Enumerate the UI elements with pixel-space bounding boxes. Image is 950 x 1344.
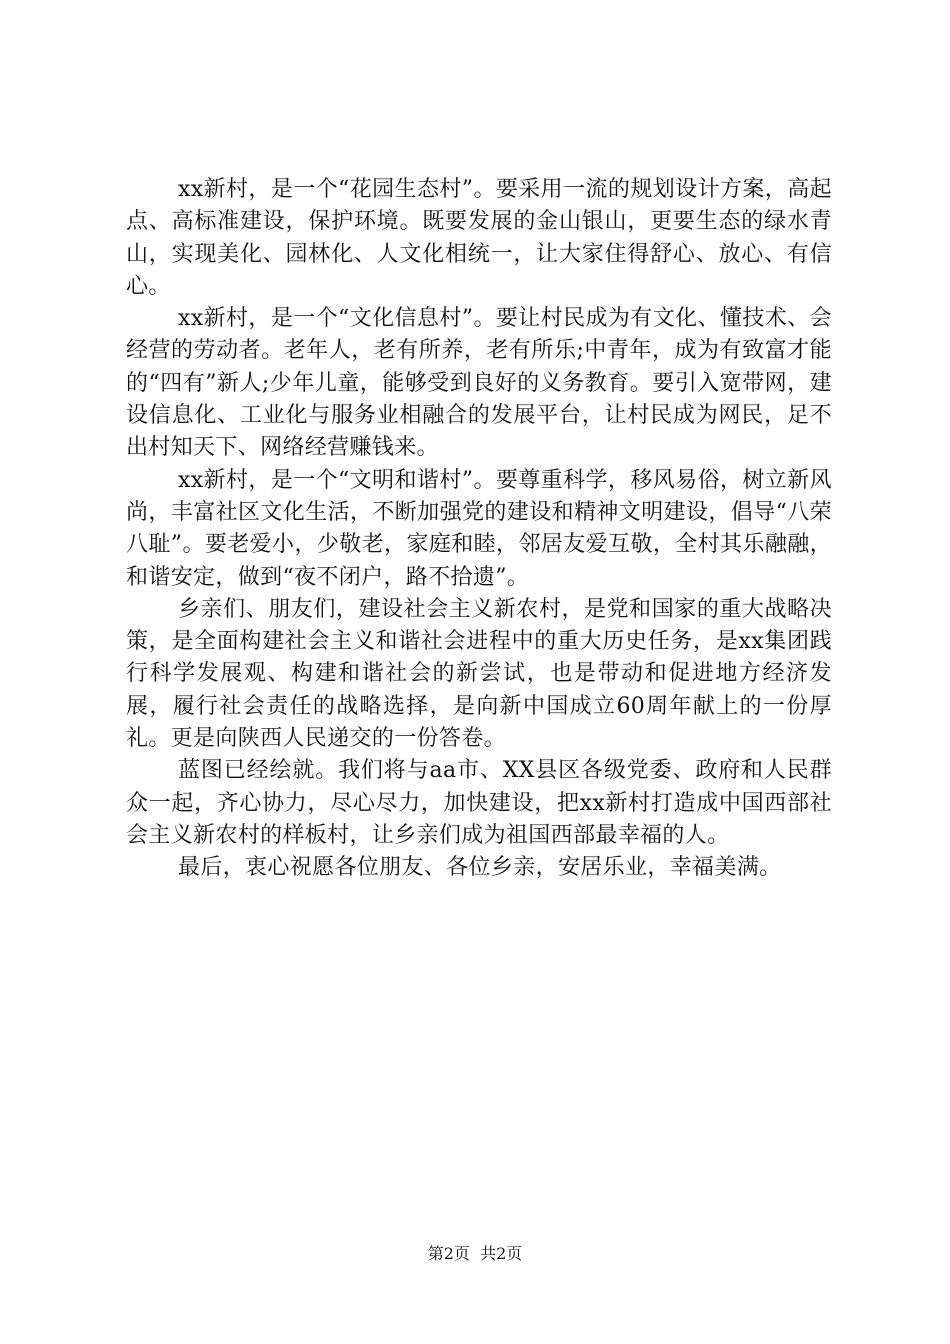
paragraph-blueprint: 蓝图已经绘就。我们将与aa市、XX县区各级党委、政府和人民群众一起，齐心协力，尽心尽力，加快建设，把xx新村打造成中国西部社会主义新农村的样板村，让乡亲们成为祖国西部最幸福的人。 [126,758,832,848]
page-footer [0,1244,950,1264]
paragraph-culture-info-village: xx新村，是一个“文化信息村”。要让村民成为有文化、懂技术、会经营的劳动者。老年人，老有所养，老有所乐;中青年，成为有致富才能的“四有”新人;少年儿童，能够受到良好的义务教育。要引入宽带网，建设信息化、工业化与服务业相融合的发展平台，让村民成为网民，足不出村知天下、网络经营赚钱来。 [126,306,832,461]
paragraph-closing-wishes: 最后，衷心祝愿各位朋友、各位乡亲，安居乐业，幸福美满。 [178,855,782,881]
page-number-label: 第2页 共2页 [427,1244,523,1263]
paragraph-garden-village: xx新村，是一个“花园生态村”。要采用一流的规划设计方案，高起点、高标准建设，保护环境。既要发展的金山银山，更要生态的绿水青山，实现美化、园林化、人文化相统一，让大家住得舒心、放心、有信心。 [126,177,832,299]
paragraph-civilized-village: xx新村，是一个“文明和谐村”。要尊重科学，移风易俗，树立新风尚，丰富社区文化生活，不断加强党的建设和精神文明建设，倡导“八荣八耻”。要老爱小，少敬老，家庭和睦，邻居友爱互敬，全村其乐融融，和谐安定，做到“夜不闭户，路不拾遗”。 [126,467,832,590]
document-body [126,174,832,885]
paragraph-new-countryside: 乡亲们、朋友们，建设社会主义新农村，是党和国家的重大战略决策，是全面构建社会主义和谐社会进程中的重大历史任务，是xx集团践行科学发展观、构建和谐社会的新尝试，也是带动和促进地方经济发展，履行社会责任的战略选择，是向新中国成立60周年献上的一份厚礼。更是向陕西人民递交的一份答卷。 [126,596,832,752]
